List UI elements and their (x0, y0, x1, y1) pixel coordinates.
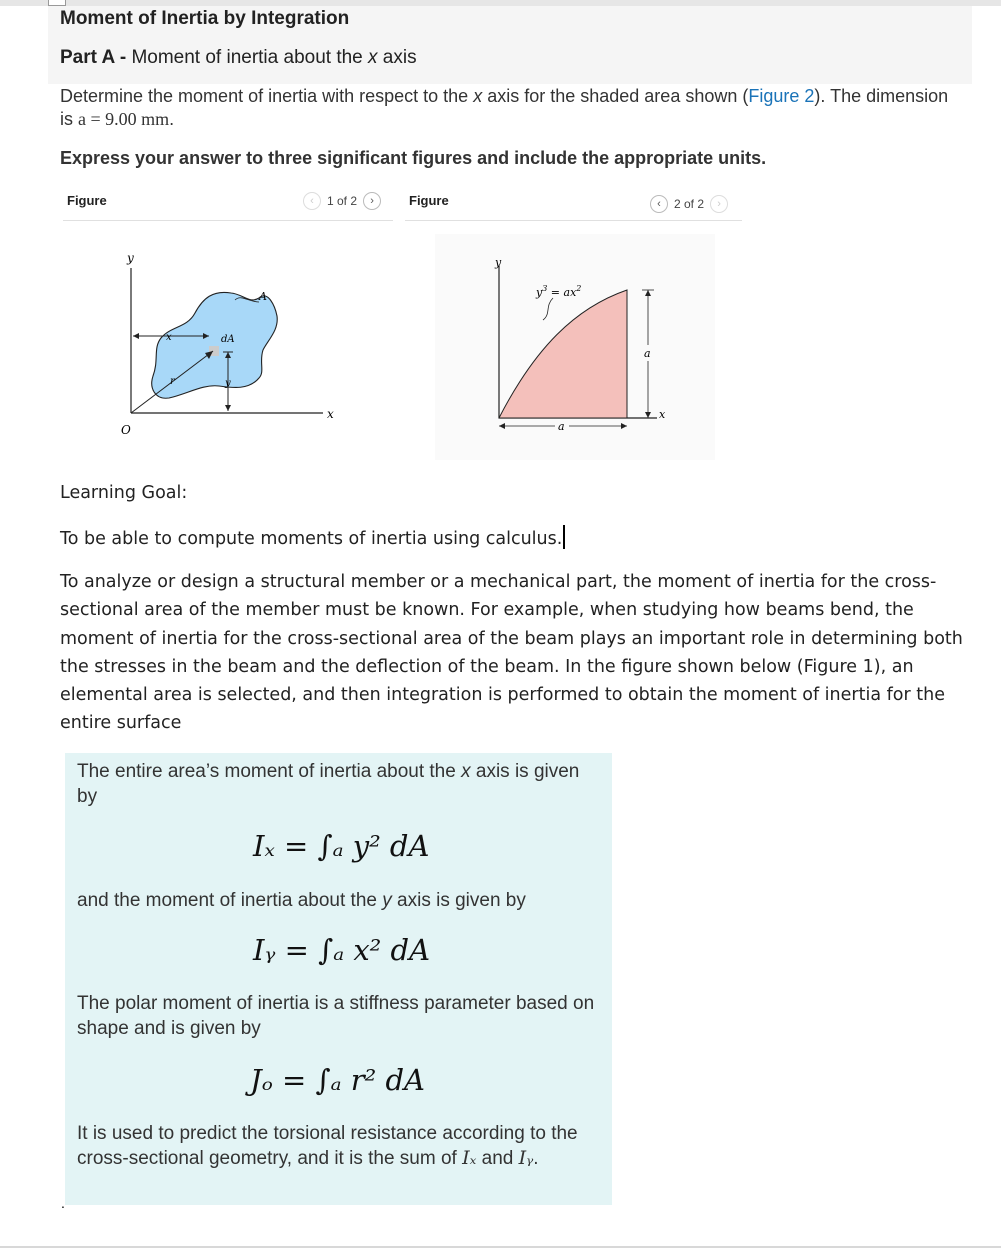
prev-figure-button[interactable]: ‹ (650, 195, 668, 213)
intro-paragraph: To analyze or design a structural member or a mechanical part, the moment of inertia for the cross-sectional area of the member must be known. For example, when studying how beams bend, the moment of inertia for the cross-sectional area of the beam plays an important role in determining both the stresses in the beam and the deflection of the beam. In the figure shown below (Figure 1), an elemental area is selected, and then integration is performed to obtain the moment of inertia for the entire surface (60, 572, 963, 734)
dimension-value: a = 9.00 mm (78, 109, 170, 129)
info-box (65, 753, 612, 1205)
fig1-area-label: A (259, 290, 267, 303)
fig1-x-label: x (327, 407, 334, 421)
learning-goal-heading: Learning Goal: (60, 483, 188, 503)
text-caret (563, 525, 565, 549)
figure-2-pager-text: 2 of 2 (674, 197, 705, 211)
question-part-3: ). The dimension is (60, 86, 949, 129)
instruction: Express your answer to three significant figures and include the appropriate units. (60, 148, 767, 168)
figure-2-pager (650, 195, 728, 213)
fig1-xdim-label: x (166, 332, 172, 343)
info-text-4-iy: Iᵧ (518, 1147, 534, 1169)
info-text-2-axis: y (382, 890, 392, 911)
question-part-1: Determine the moment of inertia with respect to the (60, 86, 474, 106)
part-title (60, 47, 417, 69)
info-text-4-end: . (533, 1148, 539, 1169)
fig1-origin-label: O (121, 423, 131, 437)
x-dim-arrow-left (133, 333, 139, 339)
question-axis: x (473, 86, 483, 106)
fig2-a-vertical-label: a (644, 347, 651, 360)
bottom-divider (0, 1246, 1001, 1248)
info-text-4 (77, 1121, 602, 1171)
info-text-4-and: and (476, 1148, 519, 1169)
fig2-x-label: x (659, 408, 666, 421)
figure-1-pager-text: 1 of 2 (327, 194, 358, 208)
info-text-1 (77, 759, 602, 809)
page-title: Moment of Inertia by Integration (60, 8, 350, 29)
y-dim-arrow-down (225, 405, 231, 411)
figure-2-header (405, 188, 742, 221)
fig2-a-horizontal-label: a (558, 420, 565, 433)
info-text-1-axis: x (461, 761, 471, 782)
fig2-curve-equation: $y^3 = ax^2$ (536, 284, 582, 299)
info-text-2 (77, 888, 602, 913)
figure-1-panel (63, 188, 393, 468)
question-text (60, 85, 960, 131)
info-text-3: The polar moment of inertia is a stiffness parameter based on shape and is given by (77, 993, 595, 1039)
figure-2-diagram (405, 228, 742, 468)
question-part-4: . (169, 109, 175, 129)
part-text: Moment of inertia about the (131, 47, 369, 68)
part-label: Part A - (60, 47, 132, 68)
figure-1-header (63, 188, 393, 221)
fig2-y-label: y (495, 256, 502, 269)
equation-jo: Jₒ = ∫ₐ r² dA (250, 1063, 425, 1097)
figure-2-label: Figure (409, 193, 449, 208)
learning-goal-sentence: To be able to compute moments of inertia using calculus. (60, 529, 563, 549)
info-text-4-ix: Iₓ (462, 1147, 477, 1169)
part-axis: x (368, 47, 378, 68)
info-text-2a: and the moment of inertia about the (77, 890, 383, 911)
info-text-4a: It is used to predict the torsional resistance according to the cross-sectional geometry, and it is the sum of (77, 1123, 578, 1169)
figure-1-diagram (63, 228, 393, 478)
equation-iy: Iᵧ = ∫ₐ x² dA (253, 933, 431, 967)
info-text-1a: The entire area’s moment of inertia about the (77, 761, 462, 782)
next-figure-button[interactable]: › (710, 195, 728, 213)
figure-1-label: Figure (67, 193, 107, 208)
part-suffix: axis (377, 47, 417, 68)
figure-2-link[interactable]: Figure 2 (748, 86, 815, 106)
info-text-2b: axis is given by (391, 890, 526, 911)
info-text-1b: axis is given by (77, 761, 580, 807)
fig1-da-label: dA (221, 334, 235, 345)
fig1-ydim-label: y (225, 378, 231, 389)
stray-dot: . (61, 1195, 65, 1211)
fig1-y-label: y (127, 251, 134, 265)
question-part-2: axis for the shaded area shown ( (482, 86, 749, 106)
learning-goal-text (60, 525, 565, 549)
next-figure-button[interactable]: › (363, 192, 381, 210)
fig1-r-label: r (170, 376, 175, 387)
figure-1-pager (303, 192, 381, 210)
equation-ix: Iₓ = ∫ₐ y² dA (253, 829, 430, 863)
prev-figure-button[interactable]: ‹ (303, 192, 321, 210)
figure-2-panel (405, 188, 742, 468)
